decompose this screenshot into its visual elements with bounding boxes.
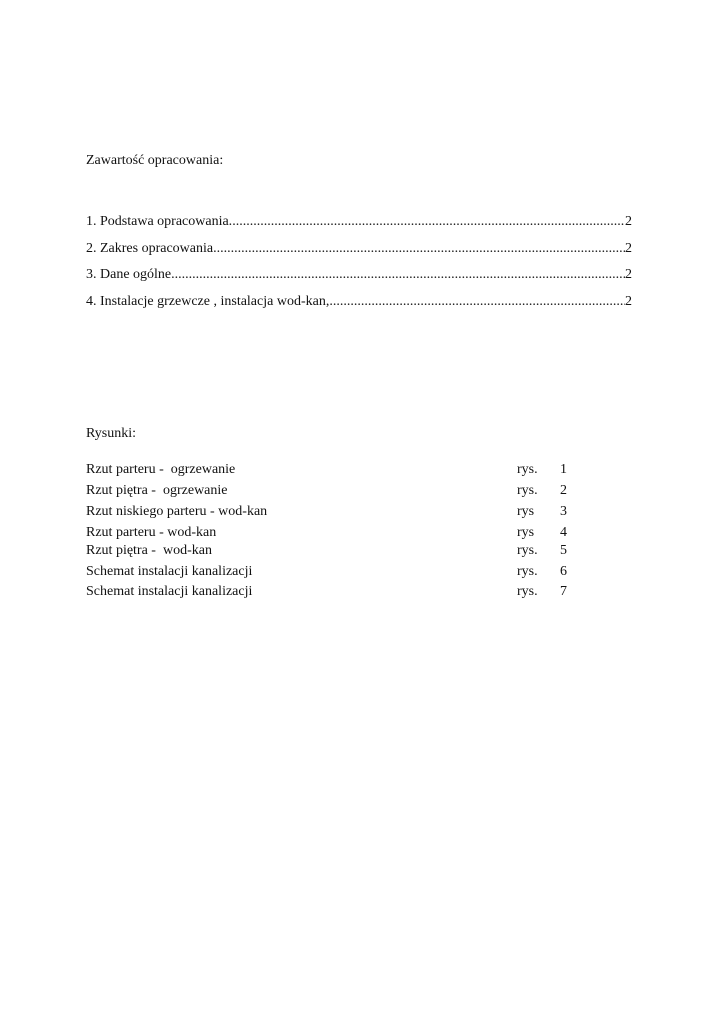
figure-number: 3: [560, 504, 567, 519]
figure-entry: [86, 524, 586, 542]
toc-entry-page: 2: [625, 267, 632, 282]
toc-entry-label: 4. Instalacje grzewcze , instalacja wod-kan,: [86, 293, 330, 309]
figure-entry: [86, 503, 586, 521]
figure-number: 2: [560, 483, 567, 498]
figure-entry: [86, 542, 586, 560]
figure-rys-prefix: rys: [517, 504, 535, 519]
figure-entry: [86, 583, 586, 601]
figure-rys-prefix: rys.: [517, 584, 538, 599]
figure-entry: [86, 482, 586, 500]
toc-entry: [86, 266, 632, 293]
figure-entry: [86, 563, 586, 581]
figure-label: Rzut niskiego parteru - wod-kan: [86, 504, 268, 519]
figure-rys-prefix: rys.: [517, 483, 538, 498]
figure-rys-prefix: rys.: [517, 543, 538, 558]
figure-label: Rzut piętra - ogrzewanie: [86, 483, 228, 498]
figure-label: Rzut parteru - wod-kan: [86, 525, 217, 540]
toc-entry: [86, 293, 632, 320]
toc-entry-page: 2: [625, 214, 632, 229]
toc-leader-dots: [329, 293, 625, 311]
figure-number: 7: [560, 584, 567, 599]
figure-label: Rzut piętra - wod-kan: [86, 543, 212, 558]
toc-leader-dots: [171, 266, 625, 284]
table-of-contents: [86, 213, 632, 319]
figure-label: Schemat instalacji kanalizacji: [86, 564, 253, 579]
contents-heading: Zawartość opracowania:: [86, 153, 224, 168]
toc-leader-dots: [232, 213, 625, 231]
figure-number: 1: [560, 462, 567, 477]
toc-entry-label: 3. Dane ogólne: [86, 267, 172, 282]
figure-number: 4: [560, 525, 567, 540]
figure-number: 5: [560, 543, 567, 558]
toc-entry-page: 2: [625, 293, 632, 309]
toc-entry: [86, 213, 632, 240]
figure-number: 6: [560, 564, 567, 579]
figures-heading: Rysunki:: [86, 426, 137, 441]
figure-rys-prefix: rys: [517, 525, 535, 540]
toc-entry-label: 2. Zakres opracowania: [86, 240, 214, 256]
figure-label: Schemat instalacji kanalizacji: [86, 584, 253, 599]
figure-rys-prefix: rys.: [517, 564, 538, 579]
toc-entry-label: 1. Podstawa opracowania.: [86, 214, 233, 229]
toc-entry-page: 2: [625, 240, 632, 256]
toc-leader-dots: [213, 240, 625, 258]
toc-entry: [86, 240, 632, 267]
figure-entry: [86, 461, 586, 479]
figure-label: Rzut parteru - ogrzewanie: [86, 462, 236, 477]
figure-rys-prefix: rys.: [517, 462, 538, 477]
